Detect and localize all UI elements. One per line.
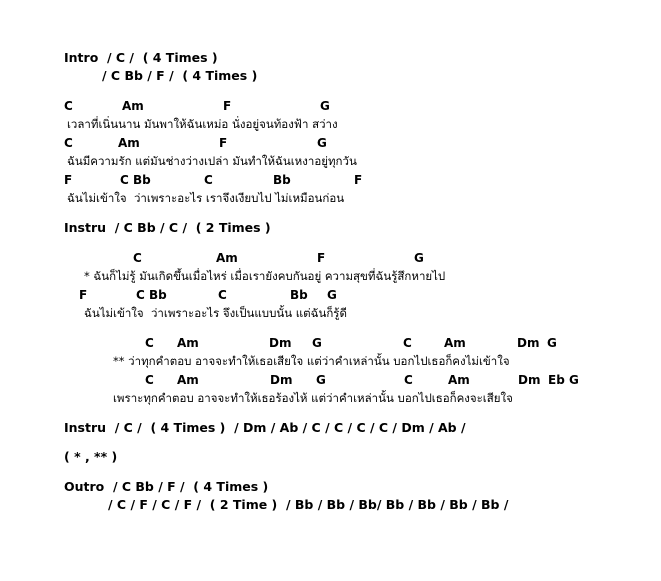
- repeat-marker: ( * , ** ): [64, 449, 118, 464]
- chord: Am: [448, 373, 470, 387]
- chord: Dm: [270, 373, 293, 387]
- intro-line-2: / C Bb / F / ( 4 Times ): [102, 68, 258, 83]
- chord: Dm: [269, 336, 292, 350]
- chord: Bb: [290, 288, 308, 302]
- lyric-line: ฉันมีความรัก แต่มันช่างว่างเปล่า มันทำให้ฉันเหงาอยู่ทุกวัน: [67, 154, 357, 168]
- chord: F: [64, 173, 73, 187]
- lyric-line: ฉันไม่เข้าใจ ว่าเพราะอะไร เราจึงเงียบไป ไม่เหมือนก่อน: [67, 191, 345, 205]
- chord: C: [133, 251, 142, 265]
- chord: C: [145, 336, 154, 350]
- chord: Dm: [518, 373, 541, 387]
- lyric-line: เวลาที่เนิ่นนาน มันพาให้ฉันเหม่อ นั่งอยู่จนท้องฟ้า สว่าง: [67, 117, 338, 131]
- chord: G: [320, 99, 330, 113]
- chord: C Bb: [120, 173, 151, 187]
- chord: G: [547, 336, 557, 350]
- chord: G: [327, 288, 337, 302]
- chord: Dm: [517, 336, 540, 350]
- lyric-line: ฉันไม่เข้าใจ ว่าเพราะอะไร จึงเป็นแบบนั้น แต่ฉันก็รู้ดี: [84, 306, 347, 320]
- outro-line-1: Outro / C Bb / F / ( 4 Times ): [64, 479, 269, 494]
- chord: G: [414, 251, 424, 265]
- chord: C: [64, 99, 73, 113]
- chord: C: [403, 336, 412, 350]
- chord: C: [145, 373, 154, 387]
- lyric-line: เพราะทุกคำตอบ อาจจะทำให้เธอร้องไห้ แต่ว่าคำเหล่านั้น บอกไปเธอก็คงจะเสียใจ: [113, 391, 513, 405]
- chord: Bb: [273, 173, 291, 187]
- chord: C Bb: [136, 288, 167, 302]
- chord: Am: [444, 336, 466, 350]
- chord: F: [79, 288, 88, 302]
- chord: G: [312, 336, 322, 350]
- chord: G: [316, 373, 326, 387]
- chord: Am: [177, 336, 199, 350]
- outro-line-2: / C / F / C / F / ( 2 Time ) / Bb / Bb / Bb/ Bb / Bb / Bb / Bb /: [108, 497, 509, 512]
- chord: G: [569, 373, 579, 387]
- chord: F: [317, 251, 326, 265]
- chord: Am: [118, 136, 140, 150]
- chord: F: [219, 136, 228, 150]
- chord: G: [317, 136, 327, 150]
- chord: Eb: [548, 373, 565, 387]
- chord: F: [354, 173, 363, 187]
- chord: Am: [122, 99, 144, 113]
- lyric-line: ** ว่าทุกคำตอบ อาจจะทำให้เธอเสียใจ แต่ว่าคำเหล่านั้น บอกไปเธอก็คงไม่เข้าใจ: [113, 354, 510, 368]
- instru-line-1: Instru / C Bb / C / ( 2 Times ): [64, 220, 271, 235]
- chord: F: [223, 99, 232, 113]
- chord: C: [204, 173, 213, 187]
- chord: C: [404, 373, 413, 387]
- chord: Am: [216, 251, 238, 265]
- chord: C: [218, 288, 227, 302]
- chord: C: [64, 136, 73, 150]
- intro-line-1: Intro / C / ( 4 Times ): [64, 50, 218, 65]
- chord: Am: [177, 373, 199, 387]
- lyric-line: * ฉันก็ไม่รู้ มันเกิดขึ้นเมื่อไหร่ เมื่อเรายังคบกันอยู่ ความสุขที่ฉันรู้สึกหายไป: [84, 269, 446, 283]
- instru-line-2: Instru / C / ( 4 Times ) / Dm / Ab / C / C / C / C / Dm / Ab /: [64, 420, 466, 435]
